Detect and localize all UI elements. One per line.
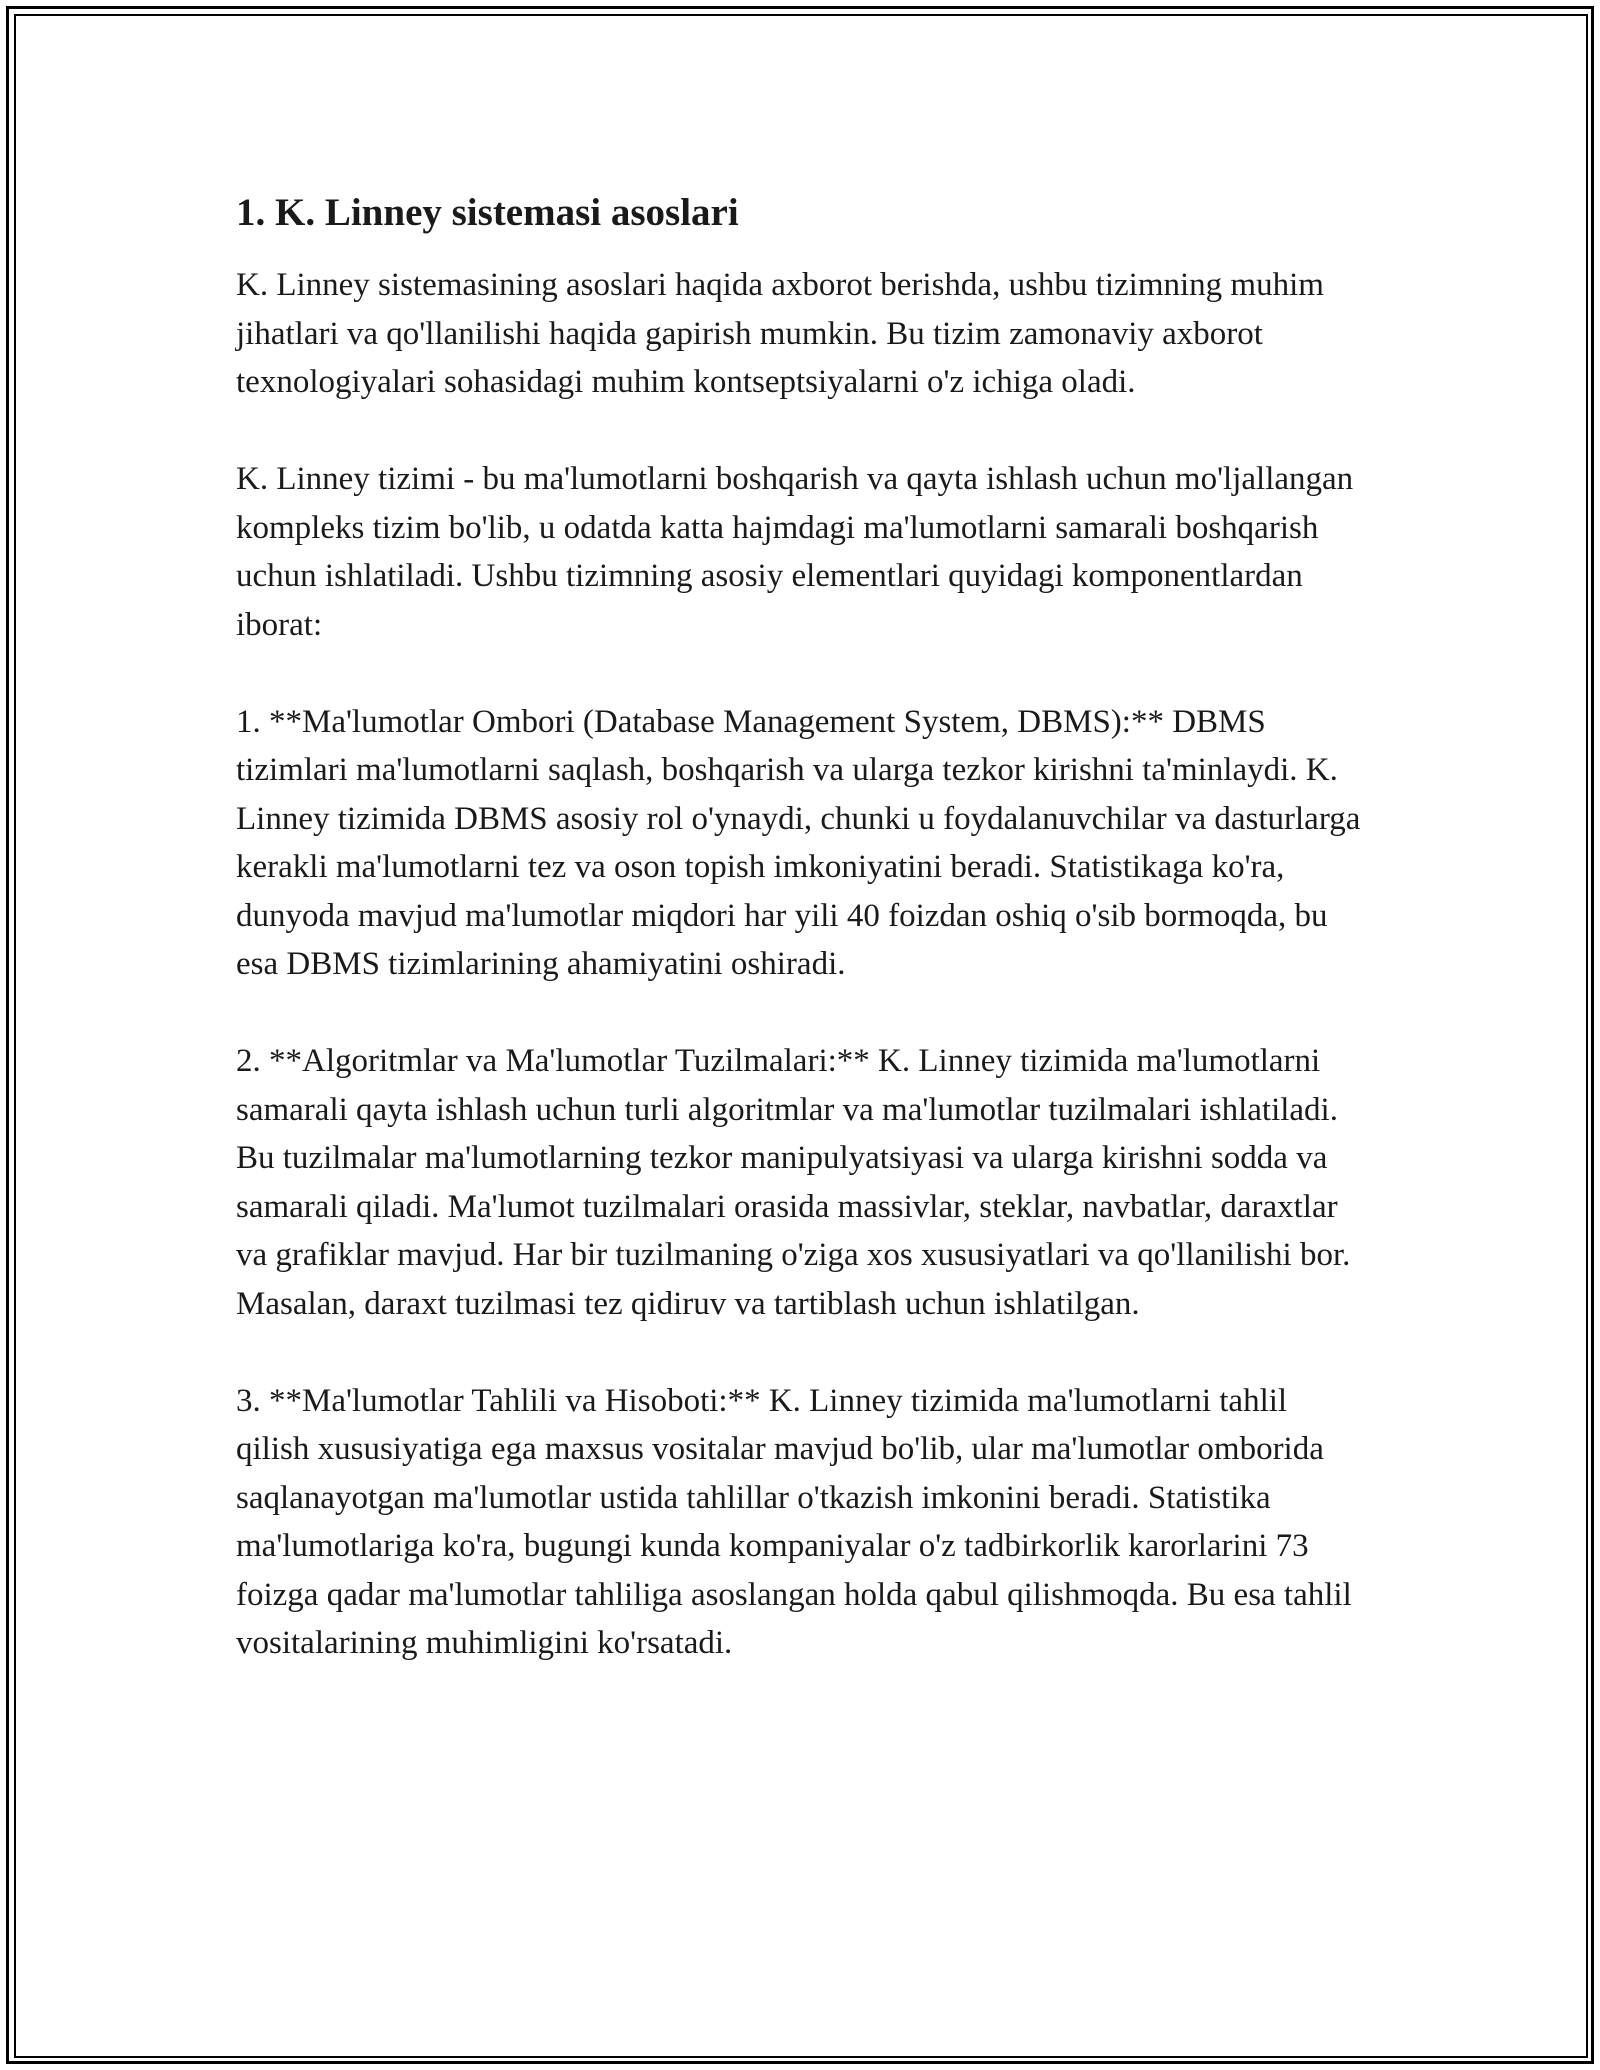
paragraph-item-analysis: 3. **Ma'lumotlar Tahlili va Hisoboti:** K. Linney tizimida ma'lumotlarni tahlil qilish xususiyatiga ega maxsus vositalar mavjud bo'lib, ular ma'lumotlar omborida saqlanayotgan ma'lumotlar ustida tahlillar o'tkazish imkonini beradi. Statistika ma'lumotlariga ko'ra, bugungi kunda kompaniyalar o'z tadbirkorlik karorlarini 73 foizga qadar ma'lumotlar tahliliga asoslangan holda qabul qilishmoqda. Bu esa tahlil vositalarining muhimligini ko'rsatadi. (236, 1382, 1352, 1661)
paragraph-item-algorithms: 2. **Algoritmlar va Ma'lumotlar Tuzilmalari:** K. Linney tizimida ma'lumotlarni samarali qayta ishlash uchun turli algoritmlar va ma'lumotlar tuzilmalari ishlatiladi. Bu tuzilmalar ma'lumotlarning tezkor manipulyatsiyasi va ularga kirishni sodda va samarali qiladi. Ma'lumot tuzilmalari orasida massivlar, steklar, navbatlar, daraxtlar va grafiklar mavjud. Har bir tuzilmaning o'ziga xos xususiyatlari va qo'llanilishi bor. Masalan, daraxt tuzilmasi tez qidiruv va tartiblash uchun ishlatilgan. (236, 1043, 1351, 1322)
paragraph-intro: K. Linney sistemasining asoslari haqida axborot berishda, ushbu tizimning muhim jihatlari va qo'llanilishi haqida gapirish mumkin. Bu tizim zamonaviy axborot texnologiyalari sohasidagi muhim kontseptsiyalarni o'z ichiga oladi. (236, 267, 1324, 400)
section-title: 1. K. Linney sistemasi asoslari (236, 191, 739, 234)
document-body (236, 185, 1366, 1716)
paragraph-system-description: K. Linney tizimi - bu ma'lumotlarni boshqarish va qayta ishlash uchun mo'ljallangan kompleks tizim bo'lib, u odatda katta hajmdagi ma'lumotlarni samarali boshqarish uchun ishlatiladi. Ushbu tizimning asosiy elementlari quyidagi komponentlardan iborat: (236, 461, 1354, 643)
paragraph-item-dbms: 1. **Ma'lumotlar Ombori (Database Management System, DBMS):** DBMS tizimlari ma'lumotlarni saqlash, boshqarish va ularga tezkor kirishni ta'minlaydi. K. Linney tizimida DBMS asosiy rol o'ynaydi, chunki u foydalanuvchilar va dasturlarga kerakli ma'lumotlarni tez va oson topish imkoniyatini beradi. Statistikaga ko'ra, dunyoda mavjud ma'lumotlar miqdori har yili 40 foizdan oshiq o'sib bormoqda, bu esa DBMS tizimlarining ahamiyatini oshiradi. (236, 703, 1361, 982)
